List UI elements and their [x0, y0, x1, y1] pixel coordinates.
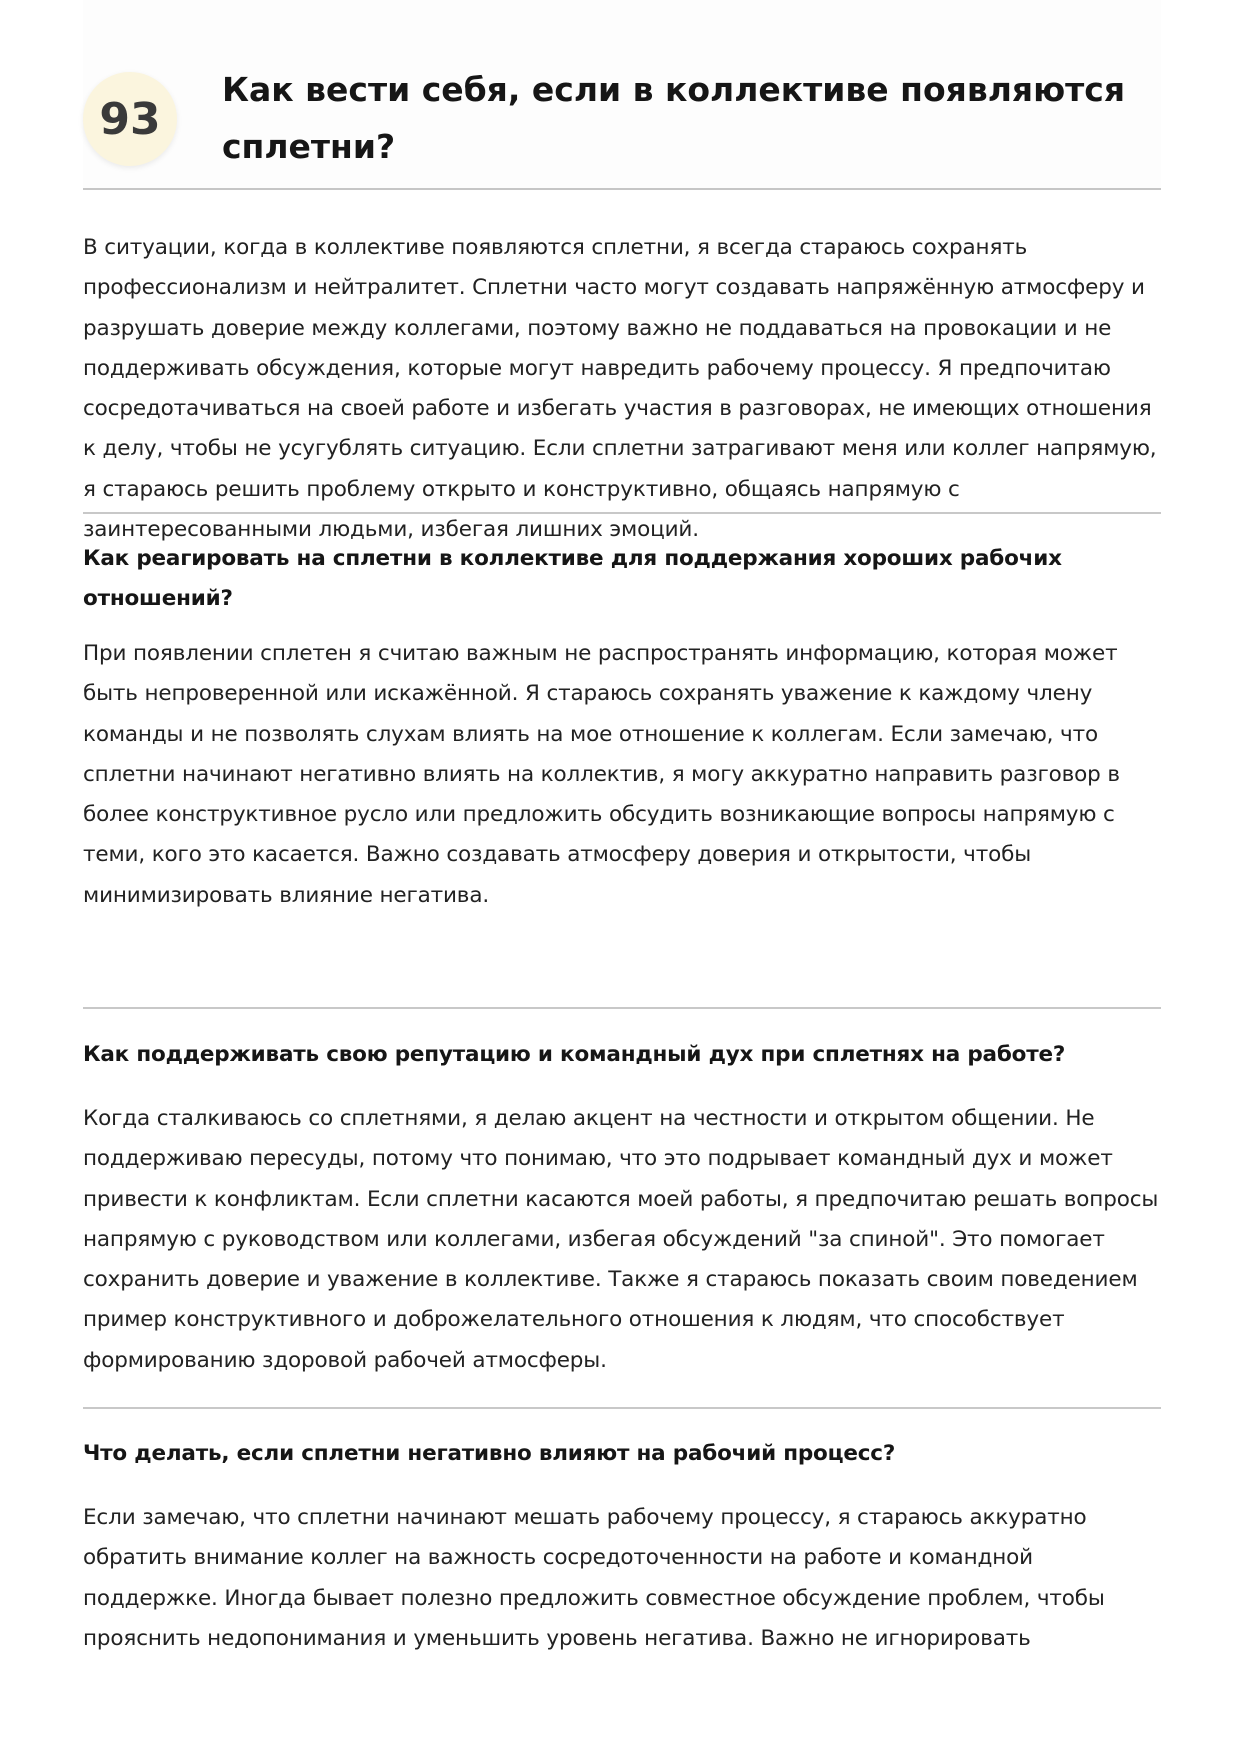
section-divider [83, 512, 1161, 514]
question-number-badge: 93 [83, 72, 177, 166]
document-page [83, 0, 1161, 1651]
section-paragraph: Когда сталкиваюсь со сплетнями, я делаю акцент на честности и открытом общении. Не поддерживаю пересуды, потому что понимаю, что это подрывает командный дух и может привести к конфликтам. Если сплетни касаются моей работы, я предпочитаю решать вопросы напрямую с руководством или коллегами, избегая обсуждений "за спиной". Это помогает сохранить доверие и уважение в коллективе. Также я стараюсь показать своим поведением пример конструктивного и доброжелательного отношения к людям, что способствует формированию здоровой рабочей атмосферы. [83, 1106, 1159, 1373]
section-heading: Как поддерживать свою репутацию и командный дух при сплетнях на работе? [83, 1042, 1066, 1067]
page-title: Как вести себя, если в коллективе появляются сплетни? [222, 70, 1126, 166]
section-paragraph: При появлении сплетен я считаю важным не распространять информацию, которая может быть непроверенной или искажённой. Я стараюсь сохранять уважение к каждому члену команды и не позволять слухам влиять на мое отношение к коллегам. Если замечаю, что сплетни начинают негативно влиять на коллектив, я могу аккуратно направить разговор в более конструктивное русло или предложить обсудить возникающие вопросы напрямую с теми, кого это касается. Важно создавать атмосферу доверия и открытости, чтобы минимизировать влияние негатива. [83, 641, 1120, 908]
question-header [83, 0, 1161, 190]
section-divider [83, 1007, 1161, 1009]
section-divider [83, 1407, 1161, 1409]
intro-paragraph: В ситуации, когда в коллективе появляются сплетни, я всегда стараюсь сохранять профессионализм и нейтралитет. Сплетни часто могут создавать напряжённую атмосферу и разрушать доверие между коллегами, поэтому важно не поддаваться на провокации и не поддерживать обсуждения, которые могут навредить рабочему процессу. Я предпочитаю сосредотачиваться на своей работе и избегать участия в разговорах, не имеющих отношения к делу, чтобы не усугублять ситуацию. Если сплетни затрагивают меня или коллег напрямую, я стараюсь решить проблему открыто и конструктивно, общаясь напрямую с заинтересованными людьми, избегая лишних эмоций. [83, 235, 1157, 543]
intro-answer [83, 228, 1161, 550]
section-heading: Что делать, если сплетни негативно влияют на рабочий процесс? [83, 1441, 896, 1466]
subquestion-section-1 [83, 512, 1161, 916]
subquestion-section-2 [83, 1007, 1161, 1381]
section-heading: Как реагировать на сплетни в коллективе для поддержания хороших рабочих отношений? [83, 546, 1062, 611]
subquestion-section-3 [83, 1407, 1161, 1659]
section-paragraph: Если замечаю, что сплетни начинают мешать рабочему процессу, я стараюсь аккуратно обратить внимание коллег на важность сосредоточенности на работе и командной поддержке. Иногда бывает полезно предложить совместное обсуждение проблем, чтобы прояснить недопонимания и уменьшить уровень негатива. Важно не игнорировать [83, 1505, 1105, 1651]
header-divider [83, 188, 1161, 190]
